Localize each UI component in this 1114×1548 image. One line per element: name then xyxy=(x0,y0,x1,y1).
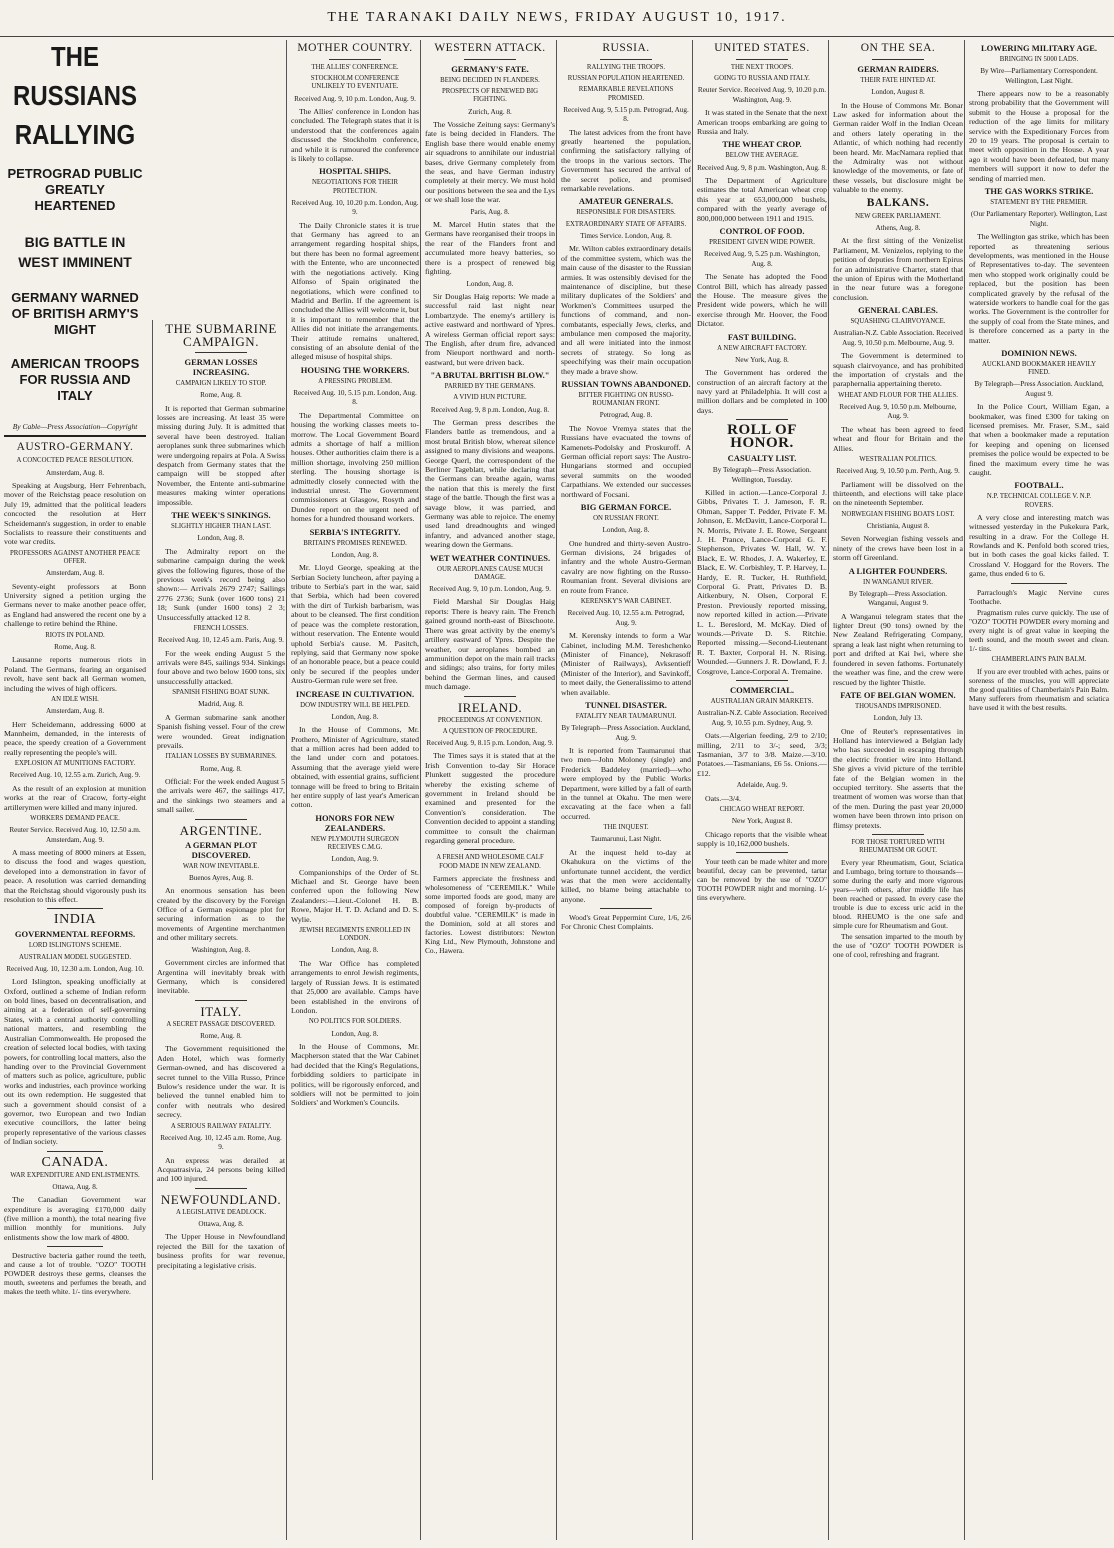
section-title: COMMERCIAL. xyxy=(730,685,794,696)
section-subhead: CASUALTY LIST. xyxy=(727,453,797,464)
article-body: The Admiralty report on the submarine campaign during the week gives the following figures, those of the previous week's record being also shown:— Arrivals 2679 2747; Sailings 2776 2736; Sunk (over 1600 tons) 21 18; Sunk (under 1600 tons) 2 3; Unsuccessfully attacked 12 8. xyxy=(157,546,285,622)
section-subhead: A QUESTION OF PROCEDURE. xyxy=(442,727,538,735)
section-subhead: THE ALLIES' CONFERENCE. xyxy=(311,64,399,71)
section-subhead: STATEMENT BY THE PREMIER. xyxy=(990,199,1088,207)
dateline: London, Aug. 8. xyxy=(331,1029,379,1038)
section-subhead: PRESIDENT GIVEN WIDE POWER. xyxy=(709,239,815,247)
article-body: The German press describes the Flanders battle as tremendous, and a most brutal British blow, whereat silence assigned to many divisions and weapons. George Querl, the correspondent of the Berliner Tageblatt, while declaring that the Germans can breathe again, warns the nation that this is merely the first stage of the battle. Though the first was a savage blow, it was parried, and Germany was able to rejoice. The enemy used land dreadnoughts and winged infantry, and advanced another stage, wearing down the Germans. xyxy=(425,417,555,550)
column-3 xyxy=(286,40,419,1540)
dateline: Christiania, August 8. xyxy=(866,522,930,531)
article-body: In the House of Commons, Mr. Prothero, Minister of Agriculture, stated that a million acres had been added to the land under corn and potatoes. Assuming that the average yield were obtained, with essential grains, sufficient tonnage will be freed to bring to Britain her entire supply of last year's American cotton. xyxy=(291,725,419,810)
divider xyxy=(872,59,924,60)
dateline: Reuter Service. Received Aug. 9, 10.20 p.m. Washington, Aug. 9. xyxy=(697,86,827,104)
column-7 xyxy=(828,40,963,1540)
article-body: Lausanne reports numerous riots in Poland. The Germans, fearing an organised revolt, have sent back all German women, including the wives of high officers. xyxy=(4,655,146,693)
section-subhead: THOUSANDS IMPRISONED. xyxy=(854,702,942,710)
section-subhead: SLIGHTLY HIGHER THAN LAST. xyxy=(170,523,271,531)
article-body: One hundred and thirty-seven Austro-German divisions, 24 brigades of infantry and the whole Austro-German cavalry are now fighting on the Russo-Roumanian front. Several divisions are en route from France. xyxy=(561,538,691,595)
dateline: Buenos Ayres, Aug. 8. xyxy=(188,873,254,882)
section-title: CANADA. xyxy=(41,1154,109,1170)
dateline: London, Aug. 8. xyxy=(602,526,650,535)
section-subhead: RIOTS IN POLAND. xyxy=(45,631,105,639)
dateline: Rome, Aug. 8. xyxy=(200,1031,242,1040)
dateline: By Telegraph—Press Association. Wellington, Tuesday. xyxy=(712,466,812,484)
section-title: FATE OF BELGIAN WOMEN. xyxy=(840,689,956,700)
section-subhead: A SECRET PASSAGE DISCOVERED. xyxy=(166,1020,276,1028)
section-subhead: CONTROL OF FOOD. xyxy=(719,226,805,237)
divider xyxy=(600,59,652,60)
divider xyxy=(47,908,104,909)
section-subhead: OUR AEROPLANES CAUSE MUCH DAMAGE. xyxy=(437,565,543,581)
section-subhead: A LEGISLATIVE DEADLOCK. xyxy=(175,1208,267,1216)
dateline: Rome, Aug. 8. xyxy=(200,764,242,773)
article-body: Companionships of the Order of St. Michael and St. George have been conferred upon the following New Zealanders:—Lieut.-Colonel H. B. Rowe, Major H. T. D. Acland and D. S. Wylie. xyxy=(291,867,419,924)
section-subhead: EXPLOSION AT MUNITIONS FACTORY. xyxy=(14,760,136,768)
dateline: Received Aug. 9, 8 p.m. Washington, Aug. 8. xyxy=(697,163,827,172)
section-subhead: GERMANY'S FATE. xyxy=(451,64,529,74)
section-subhead: CHICAGO WHEAT REPORT. xyxy=(719,805,805,813)
dateline: Received Aug. 10, 12.45 a.m. Rome, Aug. 9. xyxy=(160,1133,282,1152)
column-2 xyxy=(152,320,285,1480)
section-subhead: WORKERS DEMAND PEACE. xyxy=(30,815,120,822)
section-subhead: IN WANGANUI RIVER. xyxy=(863,578,933,586)
divider xyxy=(736,680,788,681)
article-body: Lord Islington, speaking unofficially at Oxford, outlined a scheme of Indian reform on bold lines, based on decentralisation, and aiming at a federation of self-governing States, with a central authority controlling national matters, and resembling the Australian Commonwealth. He proposed the creation of selected local bodies, with taxing powers, for controlling local matters, also the handing over to the Provincial Government of matters such as police, agriculture, public works and industries, each province working out its own redemption. He suggested that such a government should consist of a governor, two European and two Indian executive councillors, the latter being properly representative of the various classes of Indian society. xyxy=(4,977,146,1147)
dateline: By Wire—Parliamentary Correspondent. Wellington, Last Night. xyxy=(980,67,1098,85)
dateline: Madrid, Aug. 8. xyxy=(198,700,244,709)
dateline: Received Aug. 10, 10.20 p.m. London, Aug. 9. xyxy=(291,198,419,217)
article-body: For the week ending August 5 the arrivals were 845, sailings 934. Sinkings four above and two below 1600 tons, six unsuccessfully attacked. xyxy=(157,648,285,686)
dateline: (Our Parliamentary Reporter). Wellington, Last Night. xyxy=(970,210,1108,228)
section-subhead: PROSPECTS OF RENEWED BIG FIGHTING. xyxy=(441,88,539,104)
section-subhead: AN IDLE WISH. xyxy=(51,695,99,703)
article-body: The War Office has completed arrangements to enrol Jewish regiments, largely of Russian Jews. It is estimated that 25,000 are available. Camps have been established in the environs of London. xyxy=(291,958,419,1015)
article-body: In the House of Commons Mr. Bonar Law asked for information about the German raider Wolf in the Indian Ocean and others lately operating in the Atlantic, of which nothing had recently been heard. Mr. MacNamara replied that the Admiralty was not without knowledge of the movements, or fate of these vessels, but disclosure might be valuable to the enemy. xyxy=(833,100,963,195)
article-body: Government circles are informed that Argentina will inevitably break with Germany, which is considered inevitable. xyxy=(157,958,285,996)
divider xyxy=(736,852,788,853)
section-subhead: THEIR FATE HINTED AT. xyxy=(860,77,936,84)
headline-germany-warned: GERMANY WARNED OF BRITISH ARMY'S MIGHT xyxy=(11,290,139,337)
section-subhead: FRENCH LOSSES. xyxy=(193,624,249,632)
column-5 xyxy=(556,40,691,1540)
divider xyxy=(464,696,516,697)
article-body: The Senate has adopted the Food Control Bill, which has already passed the House. The measure gives the President wide powers, which he will exercise through Mr. Hoover, the Food Dictator. xyxy=(697,272,827,329)
section-subhead: A PRESSING PROBLEM. xyxy=(318,377,392,385)
section-subhead: WAR EXPENDITURE AND ENLISTMENTS. xyxy=(10,1171,140,1179)
article-body: Seven Norwegian fishing vessels and ninety of the crews have been lost in a storm off Greenland. xyxy=(833,534,963,563)
section-subhead: BRITAIN'S PROMISES RENEWED. xyxy=(303,539,407,547)
divider xyxy=(464,849,516,850)
section-subhead: FAST BUILDING. xyxy=(727,331,797,342)
article-body: It was stated in the Senate that the next American troops embarking are going to Russia and Italy. xyxy=(697,108,827,137)
dateline: Rome, Aug. 8. xyxy=(200,391,242,400)
section-subhead: NEW PLYMOUTH SURGEON RECEIVES C.M.G. xyxy=(311,835,399,852)
divider xyxy=(195,819,246,820)
article-body: In the Police Court, William Egan, a bookmaker, was fined £300 for taking on licensed premises. Mr. Fraser, S.M., said that when a bookmaker made a reputation for keeping and opening on licensed premises the police would be expected to be fined the maximum every time he was caught. xyxy=(969,402,1109,478)
advertisement: Wood's Great Peppermint Cure, 1/6, 2/6 For Chronic Chest Complaints. xyxy=(561,913,691,932)
section-title: GENERAL CABLES. xyxy=(858,305,938,316)
article-body: Herr Scheidemann, addressing 6000 at Mannheim, demanded, in the interests of peace, the speedy creation of a Government really representing the people's will. xyxy=(4,719,146,757)
section-subhead: AUCKLAND BOOKMAKER HEAVILY FINED. xyxy=(982,360,1096,377)
article-body: The Daily Chronicle states it is true that Germany has agreed to an arrangement regarding hospital ships, but there has been no formal agreement with the Entente, who are unconnected with the negotiations actively. King Alfonso of Spain originated the negotiations, which were confined to Madrid and Berlin. If the agreement is concluded the Allies will welcome it, but it is important to remember that the Allies did not initiate the arrangements. Their attitude remains unaltered, consisting of an absolute denial of the alleged misuse of hospital ships. xyxy=(291,220,419,362)
section-subhead: BEING DECIDED IN FLANDERS. xyxy=(440,77,540,84)
section-subhead: A VIVID HUN PICTURE. xyxy=(453,394,527,402)
section-subhead: INCREASE IN CULTIVATION. xyxy=(295,688,415,699)
section-subhead: LORD ISLINGTON'S SCHEME. xyxy=(28,942,122,950)
section-subhead: WET WEATHER CONTINUES. xyxy=(429,552,551,563)
section-subhead: PARRIED BY THE GERMANS. xyxy=(444,383,536,391)
section-title: ROLL OF HONOR. xyxy=(727,422,797,452)
article-body: A mass meeting of 8000 miners at Essen, to discuss the food and wages question, developed into a demonstration in favor of peace. A resolution was carried demanding that the Reichstag should vigorously push its resolution to this effect. xyxy=(4,848,146,905)
dateline: Athens, Aug. 8. xyxy=(875,223,921,232)
article-body: An enormous sensation has been created by the discovery by the Foreign Office of a German espionage plot for securing information as to the movements of Argentine merchantmen and other military secrets. xyxy=(157,886,285,943)
section-subhead: STOCKHOLM CONFERENCE UNLIKELY TO EVENTUATE. xyxy=(310,75,400,91)
column-8 xyxy=(964,40,1109,1540)
dateline: Petrograd, Aug. 8. xyxy=(599,411,653,420)
section-subhead: RUSSIAN TOWNS ABANDONED. xyxy=(561,378,691,389)
divider xyxy=(195,1188,246,1189)
section-subhead: ON RUSSIAN FRONT. xyxy=(593,515,659,523)
section-subhead: EXTRAORDINARY STATE OF AFFAIRS. xyxy=(565,220,687,228)
advertisement-title: FOR THOSE TORTURED WITH RHEUMATISM OR GOUT. xyxy=(851,839,945,855)
divider xyxy=(4,435,146,437)
article-body: One of Reuter's representatives in Holland has interviewed a Belgian lady who has succeeded in escaping through the electric frontier wire into Holland. She gives a vivid picture of the terrible fate of the Belgian women in the occupied territory. She asserts that the treatment of women was worse than that of the men. During the past year 20,000 women have been thrown into prison on flimsy pretexts. xyxy=(833,726,963,830)
dateline: Received Aug. 9, 10.50 p.m. Melbourne, Aug. 9. xyxy=(839,402,957,421)
section-title: FOOTBALL. xyxy=(1014,480,1064,491)
article-body: M. Marcel Hutin states that the Germans have reorganised their troops in the rear of the Flanders front and accumulated more heavy batteries, so there is a prospect of renewed big fighting. xyxy=(425,220,555,277)
divider xyxy=(329,59,380,60)
section-subhead: NEGOTIATIONS FOR THEIR PROTECTION. xyxy=(312,179,398,195)
article-body: It is reported from Taumarunui that two men—John Moloney (single) and Frederick Baddeley (married)—who were employed by the Public Works Department, were killed by a fall of earth in the tunnel at Okahu. The men were excavating at the face when a fall occurred. xyxy=(561,745,691,821)
article-body: An express was derailed at Acquatrasivia, 24 persons being killed and 100 injured. xyxy=(157,1155,285,1184)
section-title: LOWERING MILITARY AGE. xyxy=(980,43,1098,53)
article-body: At the inquest held to-day at Okahukura on the victims of the unfortunate tunnel accident, the verdict was that the men were accidentally killed, no blame being attachable to anyone. xyxy=(561,847,691,904)
dateline: Zurich, Aug. 8. xyxy=(468,107,512,116)
section-title: ON THE SEA. xyxy=(860,42,936,54)
advertisement: Parraclough's Magic Nervine cures Toothache. xyxy=(969,587,1109,606)
section-subhead: PROFESSORS AGAINST ANOTHER PEACE OFFER. xyxy=(10,549,140,566)
section-subhead: GERMAN RAIDERS. xyxy=(857,64,939,74)
section-subhead: FATALITY NEAR TAUMARUNUI. xyxy=(575,712,677,720)
advertisement: Pragmatism rules curve quickly. The use of "OZO" TOOTH POWDER every morning and every night is of great value in keeping the teeth sound, and the mouth sweet and clean. 1/- tins. xyxy=(969,607,1109,653)
dateline: Received Aug. 9, 10 p.m. London, Aug. 9. xyxy=(294,94,416,103)
divider xyxy=(464,59,516,60)
section-subhead: WHEAT AND FLOUR FOR THE ALLIES. xyxy=(838,391,958,399)
section-title: THE SUBMARINE CAMPAIGN. xyxy=(165,321,277,349)
dateline: By Telegraph—Press Association. Wanganui, August 9. xyxy=(848,589,948,608)
dateline: Times Service. London, Aug. 8. xyxy=(580,231,672,240)
section-subhead: RUSSIAN POPULATION HEARTENED. xyxy=(567,75,685,83)
headline-american-troops: AMERICAN TROOPS FOR RUSSIA AND ITALY xyxy=(10,356,140,403)
advertisement: Every year Rheumatism, Gout, Sciatica and Lumbago, bring torture to thousands—some during the early and more vigorous years—with others, after middle life has been reached or passed. In every case the trouble is due to excess uric acid in the blood. RHEUMO is the one safe and simple cure for Rheumatism and Gout. xyxy=(833,858,963,931)
article-body: At the first sitting of the Venizelist Parliament, M. Venizelos, replying to the petition of deputies from northern Epirus for an administrative Charter, stated that the union of Epirus with the Motherland in the near future was a foregone conclusion. xyxy=(833,236,963,302)
section-subhead: RESPONSIBLE FOR DISASTERS. xyxy=(576,209,676,217)
masthead: THE TARANAKI DAILY NEWS, FRIDAY AUGUST 10, 1917. xyxy=(0,0,1114,37)
section-subhead: NORWEGIAN FISHING BOATS LOST. xyxy=(841,510,955,518)
article-body: Speaking at Augsburg, Herr Fehrenbach, mover of the Reichstag peace resolution on July 19, admitted that the political leaders concocted the resolution at Herr Scheidemann's suggestion, in order to enable Socialists to reassure their constituents and vote war credits. xyxy=(4,481,146,547)
dateline: London, July 13. xyxy=(873,714,923,723)
advertisement: If you are ever troubled with aches, pains or soreness of the muscles, you will appreciate the good qualities of Chamberlain's Pain Balm. Many sufferers from rheumatism and sciatica have used it with the best results. xyxy=(969,666,1109,712)
article-body: The latest advices from the front have greatly heartened the population, confirming the satisfactory rallying of the troops in the various sectors. The Government has secured the arrival of the secret police, and promised remarkable revelations. xyxy=(561,127,691,194)
section-title: MOTHER COUNTRY. xyxy=(297,42,413,54)
article-body: Parliament will be dissolved on the thirteenth, and elections will take place on the nineteenth September. xyxy=(833,479,963,508)
article-body: Mr. Lloyd George, speaking at the Serbian Society luncheon, after paying a tribute to Serbia's part in the war, said that Serbia, which had been covered with the dirt of Turkish barbarism, was about to be cleansed. The first condition of peace was the complete restoration, without reservation. The Entente would uphold Serbia's cause. M. Pasitch, replying, said that Germany now spoke of an honorable peace, but a peace could only be secured if the peoples under Austro-German rule were set free. xyxy=(291,563,419,686)
section-title: A LIGHTER FOUNDERS. xyxy=(848,565,948,576)
main-headline: THE RUSSIANS RALLYING xyxy=(12,41,138,152)
article-body: The Novoe Vremya states that the Russians have evacuated the towns of Kamenets-Podolsky and Proskuroff. A German official report says: The Austro-Hungarians stormed and occupied several summits on the wooded Carpathians. We extended our successes northward of Focsani. xyxy=(561,423,691,499)
byline: By Cable—Press Association—Copyright xyxy=(12,422,138,431)
article-body: There appears now to be a reasonably strong probability that the Government will submit to the House a proposal for the reduction of the age limits for military service with the Expeditionary Forces from 20 to 19 years. The proposal is certain to meet with opposition in the House. A year ago it would have been defeated, but many members will support it now to defer the sending of married men. xyxy=(969,89,1109,183)
section-subhead: BIG GERMAN FORCE. xyxy=(580,502,672,513)
section-subhead: AUSTRALIAN GRAIN MARKETS. xyxy=(710,698,814,706)
article-body: In the House of Commons, Mr. Macpherson stated that the War Cabinet had decided that the King's Regulations, forbidding soldiers to participate in politics, will be rigorously enforced, and soldiers will not be permitted to join Soldiers' and Workmen's Councils. xyxy=(291,1041,419,1108)
section-title: BALKANS. xyxy=(866,196,930,209)
section-subhead: NEW GREEK PARLIAMENT. xyxy=(855,212,941,220)
section-subhead: TUNNEL DISASTER. xyxy=(585,699,667,710)
divider xyxy=(195,1000,246,1001)
section-subhead: N.P. TECHNICAL COLLEGE V. N.P. ROVERS. xyxy=(986,493,1092,509)
advertisement-title: A FRESH AND WHOLESOME CALF FOOD MADE IN NEW ZEALAND. xyxy=(436,854,544,870)
advertisement: Destructive bacteria gather round the teeth, and cause a lot of trouble. "OZO" TOOTH POWDER destroys these germs, cleanses the mouth, sweetens and perfumes the breath, and makes the teeth white. 1/- tins everywhere. xyxy=(4,1251,146,1297)
dateline: Australian-N.Z. Cable Association. Received Aug. 9, 10.55 p.m. Sydney, Aug. 9. xyxy=(697,709,827,727)
dateline: Received Aug. 9, 8 p.m. London, Aug. 8. xyxy=(430,405,550,414)
article-body: The Wellington gas strike, which has been reported as threatening serious developments, was mentioned in the House of Representatives to-day. The seventeen men who stopped work originally could be replaced, but the position has been complicated gravely by the refusal of the waterside workers to handle coal for the gas works. The Government is the controller for the supply of coal from the State mines, and is therefore concerned as a party in the matter. xyxy=(969,232,1109,345)
dateline: New York, Aug. 8. xyxy=(735,355,789,364)
article-body: The wheat has been agreed to feed wheat and flour for Britain and the Allies. xyxy=(833,424,963,453)
dateline: London, Aug. 8. xyxy=(331,946,379,955)
dateline: London, Aug. 8. xyxy=(466,279,514,288)
article-body: Oats.—3/4. xyxy=(705,793,741,803)
dateline: Reuter Service. Received Aug. 10, 12.50 a.m. Amsterdam, Aug. 9. xyxy=(9,826,141,844)
article-body: The Times says it is stated that at the Irish Convention to-day Sir Horace Plunkett suggested the procedure whereby the existing scheme of government in Ireland should be examined and presented for the Convention's consideration. The Convention decided to appoint a standing committee to consult the chairman regarding general procedure. xyxy=(425,751,555,846)
dateline: London, Aug. 8. xyxy=(197,534,245,543)
section-subhead: HOUSING THE WORKERS. xyxy=(300,364,410,375)
advertisement: The sensation imparted to the mouth by the use of "OZO" TOOTH POWDER is one of cool, refreshing and fragrant. xyxy=(833,932,963,960)
dateline: London, Aug. 8. xyxy=(331,550,379,559)
section-subhead: WESTRALIAN POLITICS. xyxy=(859,456,937,463)
section-subhead: DOW INDUSTRY WILL BE HELPED. xyxy=(300,701,410,709)
dateline: Paris, Aug. 8. xyxy=(470,207,510,216)
dateline: Amsterdam, Aug. 8. xyxy=(45,468,105,477)
dateline: Received Aug. 10, 12.45 a.m. Paris, Aug. 9. xyxy=(158,636,284,645)
section-subhead: BITTER FIGHTING ON RUSSO-ROUMANIAN FRONT. xyxy=(578,391,674,408)
column-4 xyxy=(420,40,555,1540)
article-body: It is reported that German submarine losses are increasing. At least 35 were missing during July. It is admitted that several have been destroyed. Italian aeroplanes sunk three submarines which were undergoing repairs at Pola. A Swiss despatch from Germany states that the campaign will be stopped after November, the Entente anti-submarine measures making winter operations impossible. xyxy=(157,403,285,507)
dateline: Amsterdam, Aug. 8. xyxy=(45,707,105,716)
section-subhead: A CONCOCTED PEACE RESOLUTION. xyxy=(16,457,134,465)
article-body: The Upper House in Newfoundland rejected the Bill for the taxation of business profits for war revenue, precipitating a legislative crisis. xyxy=(157,1232,285,1270)
dateline: Received Aug. 9, 5.25 p.m. Washington, Aug. 8. xyxy=(703,250,821,268)
article-body: The Government requisitioned the Aden Hotel, which was formerly German-owned, and has discovered a secret tunnel to the Villa Russo, Prince Bulow's residence under the war. It is believed the tunnel enabled him to confer with neutrals who desired secrecy. xyxy=(157,1044,285,1120)
section-title: RUSSIA. xyxy=(602,42,650,54)
section-subhead: "A BRUTAL BRITISH BLOW." xyxy=(430,370,550,381)
dateline: Ottawa, Aug. 8. xyxy=(198,1220,244,1229)
dateline: London, August 8. xyxy=(871,88,925,97)
dateline: Received Aug. 10, 12.30 a.m. London, Aug. 10. xyxy=(6,964,144,973)
section-subhead: A GERMAN PLOT DISCOVERED. xyxy=(185,839,257,860)
dateline: Received Aug. 9, 10.50 p.m. Perth, Aug. 9. xyxy=(836,467,960,476)
section-subhead: THE WEEK'S SINKINGS. xyxy=(171,510,271,521)
section-subhead: NO POLITICS FOR SOLDIERS. xyxy=(308,1018,402,1026)
section-subhead: GOING TO RUSSIA AND ITALY. xyxy=(714,75,810,83)
section-subhead: SPANISH FISHING BOAT SUNK. xyxy=(172,689,270,697)
dateline: Received Aug. 10, 5.15 p.m. London, Aug. 8. xyxy=(293,388,417,407)
dateline: Washington, Aug. 8. xyxy=(191,945,251,954)
article-body: M. Kerensky intends to form a War Cabinet, including M.M. Tereshchenko (Minister of Finance), Nekrasoff (Minister of Railways), Avksentieff (Minister of the Interior), and Savinkoff, to meet daily, the Generalissimo to attend when available. xyxy=(561,631,691,697)
article-body: Sir Douglas Haig reports: We made a successful raid last night near Lombartzyde. The enemy's artillery is active eastward and northward of Ypres. A wireless German official report says: The English, after drum fire, advanced from Nieuport northward and north-eastward, but were driven back. xyxy=(425,291,555,367)
section-title: INDIA xyxy=(53,912,97,928)
dateline: Amsterdam, Aug. 8. xyxy=(45,569,105,578)
divider xyxy=(47,1151,104,1152)
section-subhead: THE NEXT TROOPS. xyxy=(730,64,794,71)
article-body: The Government is determined to squash clairvoyance, and has prohibited the importation of crystals and the paraphernalia appertaining thereto. xyxy=(833,351,963,389)
section-subhead: JEWISH REGIMENTS ENROLLED IN LONDON. xyxy=(299,927,411,943)
section-subhead: SQUASHING CLAIRVOYANCE. xyxy=(850,318,946,326)
section-subhead: GERMAN LOSSES INCREASING. xyxy=(184,357,258,377)
section-subhead: A SERIOUS RAILWAY FATALITY. xyxy=(170,1122,272,1130)
advertisement-title: CHAMBERLAIN'S PAIN BALM. xyxy=(991,655,1087,663)
dateline: New York, August 8. xyxy=(731,817,793,826)
divider xyxy=(195,352,246,353)
section-title: ITALY. xyxy=(200,1003,242,1019)
section-subhead: BELOW THE AVERAGE. xyxy=(725,152,799,160)
section-title: IRELAND. xyxy=(457,699,523,715)
article-body: Oats.—Algerian feeding, 2/9 to 2/10; milling, 2/11 to 3/-; seed, 3/3; Tasmanian, 3/7 to 3/8. Maize.—3/10. Potatoes.—Tasmanians, £6 5s. Onions.—£12. xyxy=(697,731,827,778)
section-subhead: HONORS FOR NEW ZEALANDERS. xyxy=(315,812,395,833)
section-subhead: A NEW AIRCRAFT FACTORY. xyxy=(717,344,807,352)
article-body: The Vossiche Zeitung says: Germany's fate is being decided in Flanders. The English base there would enable enemy air squadrons to annihilate our industrial bases, drive Germany completely from the seas, and have German industry completely at their mercy. We must hold our positions between the sea and the Lys or we shall lose the war. xyxy=(425,120,555,205)
section-subhead: HOSPITAL SHIPS. xyxy=(319,166,391,177)
article-body: The Department of Agriculture estimates the total American wheat crop this year at 653,000,000 bushels, compared with the yearly average of 800,000,000 between 1911 and 1915. xyxy=(697,176,827,223)
divider xyxy=(47,1246,104,1247)
article-body: Seventy-eight professors at Bonn University signed a petition urging the Germans never to make another peace offer, as England had answered the recent one by a challenge to retire behind the Rhine. xyxy=(4,581,146,629)
divider xyxy=(736,59,788,60)
headline-big-battle: BIG BATTLE IN WEST IMMINENT xyxy=(18,234,132,270)
section-title: UNITED STATES. xyxy=(714,42,810,54)
dateline: London, Aug. 8. xyxy=(331,712,379,721)
divider xyxy=(872,834,924,835)
article-body: Mr. Wilton cables extraordinary details of the committee system, which was the main cause of the disaster to the Russian armies. It was ostensibly devised for the maintenance of discipline, but these military duplicates of the Soldiers' and Workmen's Committees usurped the functions of command, and non-combatants, especially Jews, clerks, and ambulance men composed the majority, and all were initiated into the inmost secrets of strategy. So long as speechifying was their main occupation they made a brave show. xyxy=(561,244,691,376)
article-body: Field Marshal Sir Douglas Haig reports: There is heavy rain. The French gained ground north-east of Bixschoote. There was great activity by the enemy's artillery eastward of Ypres. Despite the weather, our aeroplanes bombed an ammunition depot on the main rail tracks and sidings; also trains, for forty miles behind the German lines, and caused much damage. xyxy=(425,597,555,692)
dateline: By Telegraph—Press Association. Auckland, Aug. 9. xyxy=(561,724,691,742)
divider xyxy=(736,419,788,420)
dateline: Received Aug. 9, 10 p.m. London, Aug. 9. xyxy=(429,585,551,594)
article-body: As the result of an explosion at munition works at the rear of Cracow, forty-eight artillerymen were killed and many injured. xyxy=(4,783,146,812)
divider xyxy=(1011,583,1067,584)
article-body: The Allies' conference in London has concluded. The Telegraph states that it is understood that the conferences again discussed the Stockholm conference, and while it is rumoured the conference is likely to collapse. xyxy=(291,107,419,164)
dateline: By Telegraph—Press Association. Auckland, August 9. xyxy=(974,380,1104,398)
section-subhead: AUSTRALIAN MODEL SUGGESTED. xyxy=(18,953,132,961)
section-subhead: CAMPAIGN LIKELY TO STOP. xyxy=(175,380,267,387)
dateline: Adelaide, Aug. 9. xyxy=(736,781,788,790)
section-title: DOMINION NEWS. xyxy=(1001,347,1077,358)
dateline: Received Aug. 9, 5.15 p.m. Petrograd, Aug. 8. xyxy=(563,105,689,124)
advertisement: Your teeth can be made whiter and more beautiful, decay can be prevented, tartar can be removed by the use of "OZO" TOOTH POWDER night and morning. 1/- tins everywhere. xyxy=(697,857,827,903)
section-subhead: THE INQUEST. xyxy=(603,824,649,832)
article-body: Killed in action.—Lance-Corporal J. Gibbs, Privates T. J. Jameson, F. R. Ohman, Sapper T. Pedder, Private F. M. Johnson, E. McDavitt, Lance-Corporal L. N. Morris, Private J. E. Rowe, Sergeant J. H. Prance, Lance-Corporal G. F. Stephenson, Privates W. Hall, W. Y. Black, E. W. Rhodes, J. A. Wakerley, E. Black, E. W. Corbishley, T. P. Harvey, L. Hardy, E. R. Tucker, H. Ruthfield, Corporal G. Pratt, Privates D. B. Aitkenbury, N. Olsen, Corporal F. Preston. Previously reported missing, now reported killed in action.—Private L. L. Bereslord, M. McKay. Died of wounds.—Private D. S. Ritchie. Reported missing.—Second-Lieutenant R. T. Baxter, Corporal H. N. Rising. Wounded.—Gunners J. R. Dowland, F. J. Cosgrove, Lance-Corporal A. Tremaine. xyxy=(697,487,827,676)
dateline: London, Aug. 9. xyxy=(331,855,379,864)
section-title: ARGENTINE. xyxy=(179,822,263,838)
column-1 xyxy=(4,40,146,1540)
section-title: NEWFOUNDLAND. xyxy=(160,1191,282,1207)
article-body: The Canadian Government war expenditure is averaging £170,000 daily (five million a month), the total nearing five million monthly for munitions. July enlistments show the low mark of 4800. xyxy=(4,1195,146,1242)
divider xyxy=(600,908,652,909)
dateline: Rome, Aug. 8. xyxy=(54,642,96,651)
article-body: A Wanganui telegram states that the lighter Dreut (90 tons) owned by the New Zealand Refrigerating Company, sprang a leak last night when returning to port and drifted at Kai Iwi, where she foundered in seven fathoms. Fortunately the weather was fine, and the crew were rescued by the lighter Thistle. xyxy=(833,611,963,687)
section-title: AUSTRO-GERMANY. xyxy=(16,441,134,454)
section-subhead: PROCEEDINGS AT CONVENTION. xyxy=(437,716,543,724)
dateline: Received Aug. 9, 8.15 p.m. London, Aug. 9. xyxy=(426,738,554,747)
dateline: Received Aug. 10, 12.55 a.m. Petrograd, Aug. 9. xyxy=(567,609,685,627)
section-subhead: AMATEUR GENERALS. xyxy=(578,196,674,207)
section-subhead: GOVERNMENTAL REFORMS. xyxy=(14,929,136,940)
headline-petrograd: PETROGRAD PUBLIC GREATLY HEARTENED xyxy=(7,166,143,213)
column-6 xyxy=(692,40,827,1540)
advertisement: Farmers appreciate the freshness and wholesomeness of "CEREMILK." While some imported foods are good, many are composed of foreign by-products of doubtful value. "CEREMILK" is made in the Dominion, sold at all stores and factories. Lowest distributors: Newton King Ltd., New Plymouth, Johnstone and Co., Hawera. xyxy=(425,873,555,955)
section-title: WESTERN ATTACK. xyxy=(434,42,546,54)
article-body: Chicago reports that the visible wheat supply is 10,162,000 bushels. xyxy=(697,829,827,848)
article-body: A German submarine sank another Spanish fishing vessel. Four of the crew were wounded. Great indignation prevails. xyxy=(157,712,285,750)
section-subhead: SERBIA'S INTEGRITY. xyxy=(309,526,401,537)
section-subhead: ITALIAN LOSSES BY SUBMARINES. xyxy=(165,753,277,761)
article-body: The Government has ordered the construction of an aircraft factory at the navy yard at Philadelphia. It will cost a million dollars and be completed in 100 days. xyxy=(697,368,827,415)
dateline: Australian-N.Z. Cable Association. Received Aug. 9, 10.50 p.m. Melbourne, Aug. 9. xyxy=(833,329,963,347)
section-subhead: WAR NOW INEVITABLE. xyxy=(182,862,260,870)
section-subhead: BRINGING IN 5000 LADS. xyxy=(999,56,1079,63)
section-subhead: RALLYING THE TROOPS. xyxy=(586,64,666,71)
dateline: Ottawa, Aug. 8. xyxy=(52,1182,98,1191)
article-body: A very close and interesting match was witnessed yesterday in the Pukekura Park, resulting in a draw. For the College H. Rowlands and K. Penfold both scored tries, but in both cases the goal kicks failed. T. Crossland V. Hoggard for the Rovers. The game, thus ended 6 to 6. xyxy=(969,512,1109,579)
section-subhead: THE WHEAT CROP. xyxy=(722,139,802,150)
dateline: Taumarunui, Last Night. xyxy=(590,835,662,844)
section-title: THE GAS WORKS STRIKE. xyxy=(984,186,1094,197)
dateline: Received Aug. 10, 12.55 a.m. Zurich, Aug. 9. xyxy=(9,771,141,780)
section-subhead: REMARKABLE REVELATIONS PROMISED. xyxy=(578,86,674,102)
article-body: The Departmental Committee on housing the working classes meets to-morrow. The Local Government Board admits a shortage of half a million houses. Other authorities claim there is a million shortage, involving 250 million sterling. The housing shortage is admittedly closely connected with the industrial unrest. The Government commissioners at Glasgow, Rosyth and Dundee report on the urgent need of homes for a hundred thousand workers. xyxy=(291,410,419,524)
section-subhead: KERENSKY'S WAR CABINET. xyxy=(580,598,672,606)
article-body: Official: For the week ended August 5 the arrivals were 467, the sailings 417, and the sinkings two steamers and a small sailer. xyxy=(157,777,285,815)
